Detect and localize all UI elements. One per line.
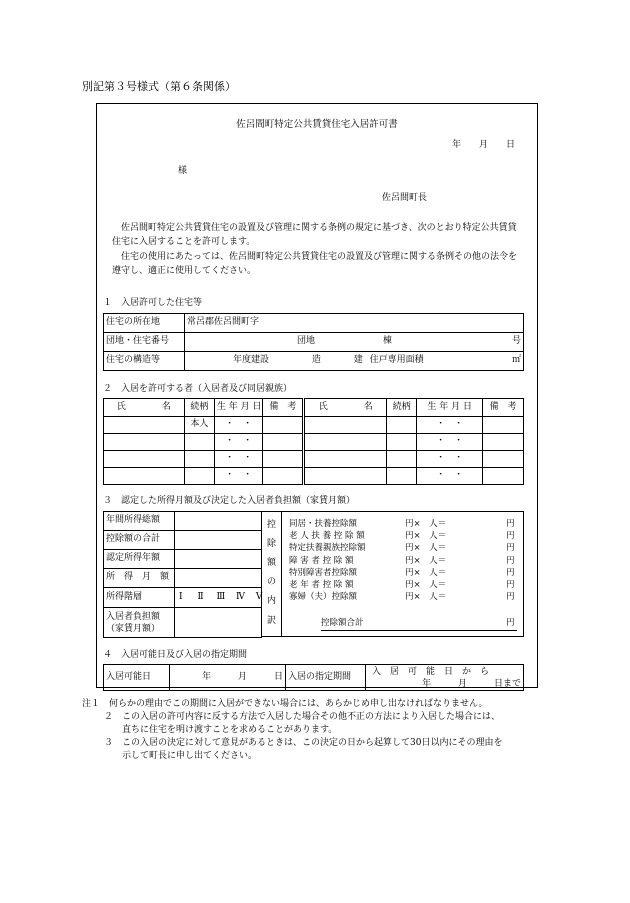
tou-text: 棟 xyxy=(382,336,392,347)
rank-4: Ⅳ xyxy=(236,591,245,602)
address-label: 住宅の所在地 xyxy=(104,314,185,333)
income-rank-label: 所得階層 xyxy=(104,588,175,608)
birthdate-dots: ・ ・ xyxy=(417,468,483,485)
section2-heading: ２ 入居を許可する者（入居者及び同居親族） xyxy=(103,384,293,394)
birthdate-dots: ・ ・ xyxy=(417,417,483,434)
header-remarks-left: 備 考 xyxy=(263,399,304,417)
table-row xyxy=(104,468,524,485)
deduction-5: 特別障害者控除額 xyxy=(289,568,358,578)
table-row xyxy=(104,417,524,434)
deduction-3: 特定扶養親族控除額 xyxy=(289,543,366,553)
note-3-cont: 示して町長に申し出てください。 xyxy=(122,751,258,761)
structure-label: 住宅の構造等 xyxy=(104,352,185,371)
total-underline xyxy=(321,630,517,631)
period-label: 入居の指定期間 xyxy=(286,665,366,691)
birthdate-dots: ・ ・ xyxy=(214,417,262,434)
gou-text: 号 xyxy=(511,336,521,347)
birthdate-dots: ・ ・ xyxy=(417,451,483,468)
deduction-6: 老 年 者 控 除 額 xyxy=(289,580,354,590)
annual-income-label: 年間所得総額 xyxy=(104,512,175,531)
note-1: 注１ 何らかの理由でこの期間に入居ができない場合には、あらかじめ申し出なければなりません。 xyxy=(82,699,488,709)
deduction-1: 同居・扶養控除額 xyxy=(289,519,358,529)
move-in-date-value: 年 月 日 xyxy=(170,665,286,691)
housing-table xyxy=(103,313,524,371)
relation-honnin: 本人 xyxy=(184,417,214,434)
form-label: 別記第３号様式（第６条関係） xyxy=(82,80,236,93)
section1-heading: １ 入居許可した住宅等 xyxy=(103,298,203,308)
zou-text: 造 xyxy=(311,355,321,366)
danchi-text: 団地 xyxy=(297,336,316,347)
section4-heading: ４ 入居可能日及び入居の指定期間 xyxy=(103,650,248,660)
addressee-suffix: 様 xyxy=(178,166,188,176)
occupants-table xyxy=(103,398,524,485)
deduction-7: 寡婦（夫）控除額 xyxy=(289,592,358,602)
area-unit: ㎡ xyxy=(511,355,521,366)
header-name-left: 氏 名 xyxy=(104,399,185,417)
unit-number-value xyxy=(185,333,524,352)
deduction-total-text: 控除額合計 xyxy=(321,618,364,628)
burden-label: 入居者負担額 （家賃月額） xyxy=(104,608,175,638)
header-relation-right: 続柄 xyxy=(387,399,417,417)
issue-date: 年 月 日 xyxy=(452,140,516,150)
header-remarks-right: 備 考 xyxy=(483,399,524,417)
header-birthdate-right: 生 年 月 日 xyxy=(417,399,483,417)
header-relation-left: 続柄 xyxy=(184,399,214,417)
header-name-right: 氏 名 xyxy=(304,399,387,417)
period-value: 入 居 可 能 日 か ら 年 月 日まで xyxy=(366,665,524,691)
rank-2: Ⅱ xyxy=(197,591,204,602)
deduction-2: 老 人 扶 養 控 除 額 xyxy=(289,531,365,541)
breakdown-vertical-label: 控 除 額 の 内 訳 xyxy=(262,511,282,637)
floor-area-label: 住戸専用面積 xyxy=(369,355,424,366)
issuer-name: 佐呂間町長 xyxy=(382,193,428,203)
certified-income-label: 認定所得年額 xyxy=(104,550,175,569)
birthdate-dots: ・ ・ xyxy=(214,468,262,485)
income-rank-options xyxy=(175,588,262,608)
ken-text: 建 xyxy=(353,355,363,366)
note-3: ３ この入居の決定に対して意見があるときは、この決定の日から起算して30日以内にその理由を xyxy=(104,738,503,748)
income-table xyxy=(103,511,262,638)
unit-number-label: 団地・住宅番号 xyxy=(104,333,185,352)
build-year-text: 年度建設 xyxy=(233,355,270,366)
deduction-total-label: 控除額の合計 xyxy=(104,531,175,550)
body-paragraph-2: 住宅の使用にあたっては、佐呂間町特定公共賃貸住宅の設置及び管理に関する条例その他の法令を遵守し、適正に使用してください。 xyxy=(112,252,518,276)
move-in-table xyxy=(103,664,524,691)
header-birthdate-left: 生 年 月 日 xyxy=(214,399,262,417)
move-in-date-label: 入居可能日 xyxy=(104,665,170,691)
rank-3: Ⅲ xyxy=(216,591,226,602)
note-2: ２ この入居の許可内容に反する方法で入居した場合その他不正の方法により入居した場合には、 xyxy=(104,712,501,722)
deduction-breakdown: 同居・扶養控除額 老 人 扶 養 控 除 額 特定扶養親族控除額 障 害 者 控 除 額 特別障害者控除額 老 年 者 控 除 額 寡婦（夫）控除額 円× 人＝ 円× 人＝ 円× 人＝ 円× 人＝ 円× 人＝ 円× 人＝ 円× 人＝ 円 円 円 円 円 円 円 控除額合計 円 xyxy=(281,511,524,637)
table-row xyxy=(104,451,524,468)
address-value: 常呂郡佐呂間町字 xyxy=(185,314,524,333)
section3-heading: ３ 認定した所得月額及び決定した入居者負担額（家賃月額） xyxy=(103,496,356,506)
form-title: 佐呂間町特定公共賃貸住宅入居許可書 xyxy=(236,119,398,130)
birthdate-dots: ・ ・ xyxy=(214,451,262,468)
rank-5: Ⅴ xyxy=(255,591,263,602)
birthdate-dots: ・ ・ xyxy=(214,434,262,451)
note-2-cont: 直ちに住宅を明け渡すことを求めることがあります。 xyxy=(122,725,338,735)
monthly-income-label: 所 得 月 額 xyxy=(104,569,175,588)
structure-value xyxy=(185,352,524,371)
deduction-4: 障 害 者 控 除 額 xyxy=(289,556,354,566)
birthdate-dots: ・ ・ xyxy=(417,434,483,451)
body-paragraph-1: 佐呂間町特定公共賃貸住宅の設置及び管理に関する条例の規定に基づき、次のとおり特定公共賃貸住宅に入居することを許可します。 xyxy=(112,223,517,247)
table-row xyxy=(104,434,524,451)
rank-1: Ⅰ xyxy=(179,591,183,602)
